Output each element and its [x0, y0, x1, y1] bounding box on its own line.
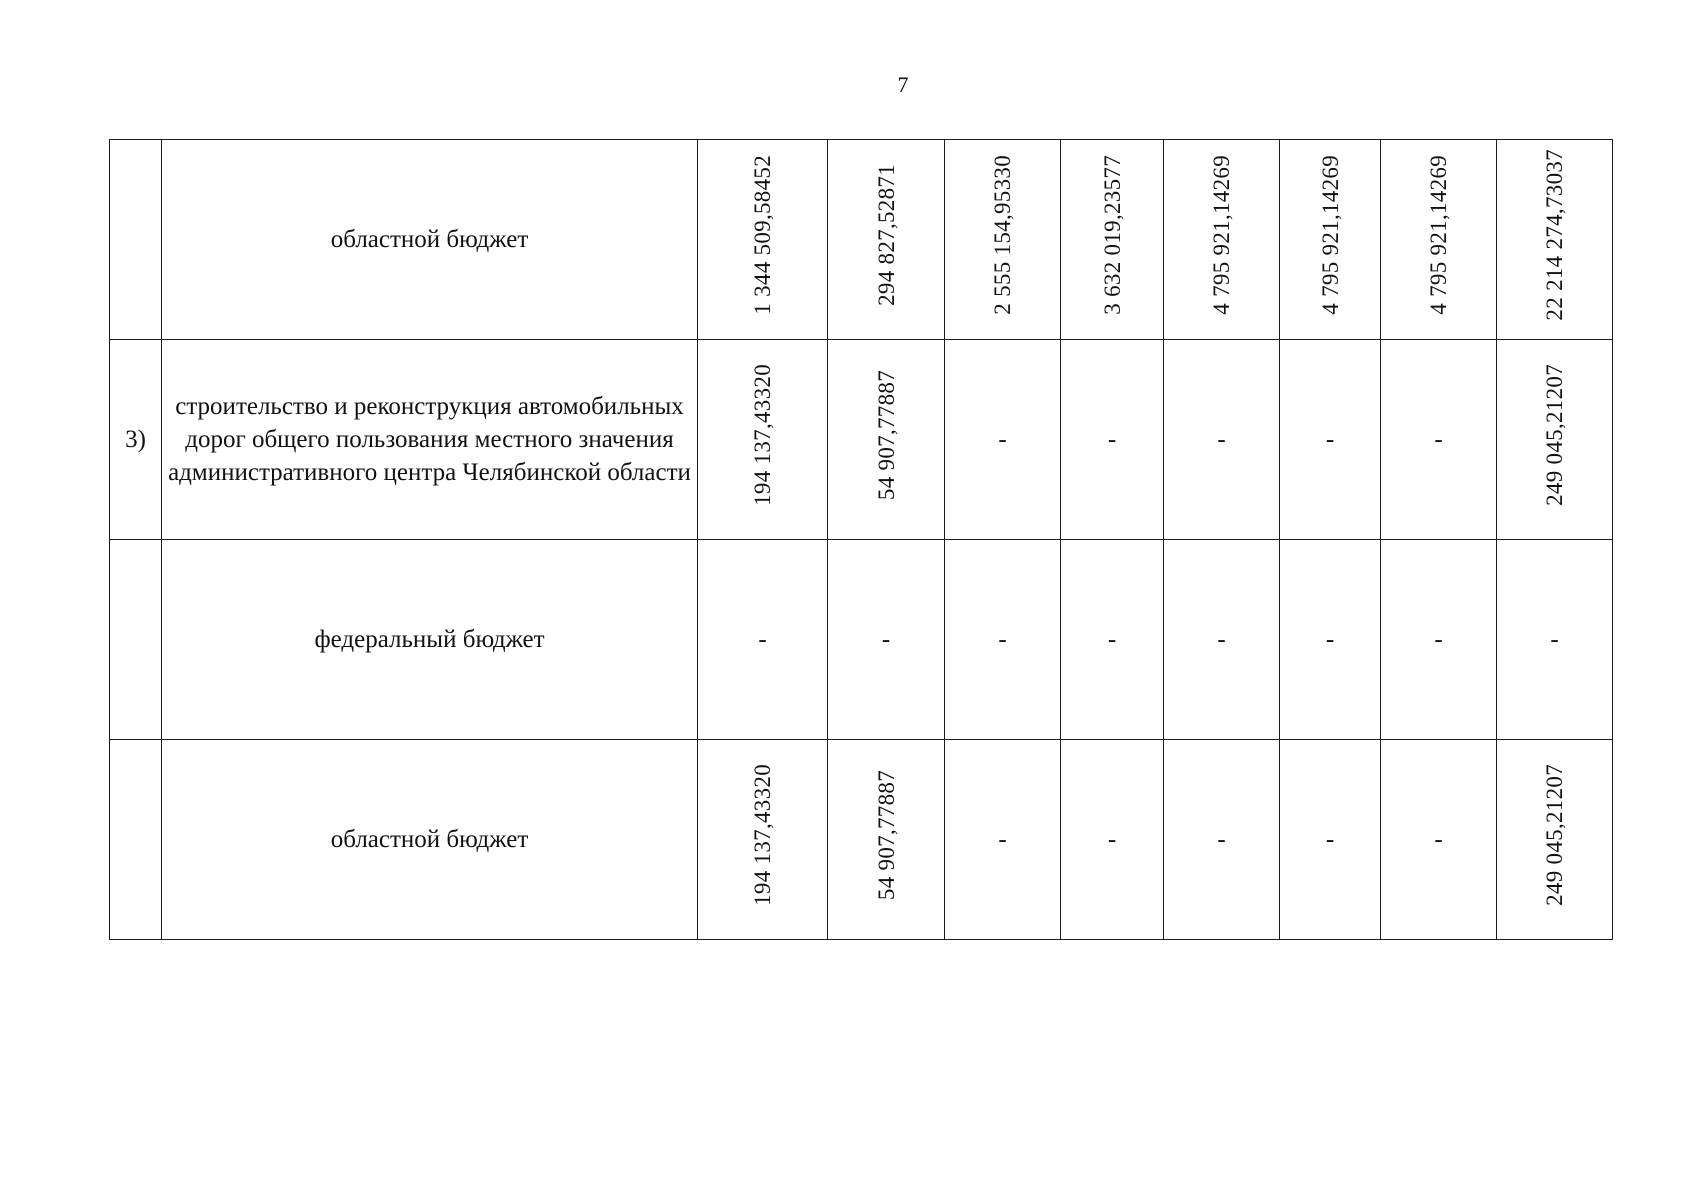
row-number-cell: [110, 540, 162, 740]
value-cell: [1061, 140, 1164, 340]
value-text: -: [1217, 626, 1226, 653]
value-text: -: [1325, 626, 1335, 653]
row-name-cell: областной бюджет: [162, 740, 698, 940]
value-cell: [698, 540, 828, 740]
value-text: 194 137,43320: [750, 764, 775, 906]
value-text: 54 907,77887: [873, 769, 899, 901]
value-text: -: [758, 626, 767, 653]
budget-table: [109, 139, 1613, 940]
value-text: 54 907,77887: [873, 369, 899, 501]
value-cell: [698, 140, 828, 340]
value-cell: [945, 540, 1061, 740]
value-cell: [1061, 740, 1164, 940]
value-text: 2 555 154,95330: [990, 155, 1015, 315]
value-cell: [945, 340, 1061, 540]
value-cell: [1497, 340, 1613, 540]
value-cell: [945, 140, 1061, 340]
value-cell: [1381, 540, 1497, 740]
value-text: -: [1217, 826, 1226, 853]
value-text: -: [1107, 426, 1117, 453]
table-row: [110, 140, 1613, 340]
row-name-cell: федеральный бюджет: [162, 540, 698, 740]
value-cell: [1280, 340, 1381, 540]
value-text: -: [1325, 426, 1335, 453]
value-text: 4 795 921,14269: [1426, 155, 1451, 315]
row-number-cell: 3): [110, 340, 162, 540]
value-cell: [1280, 140, 1381, 340]
value-text: -: [1550, 626, 1559, 653]
value-cell: [1497, 140, 1613, 340]
value-cell: [828, 540, 945, 740]
row-name-cell: областной бюджет: [162, 140, 698, 340]
value-text: -: [1434, 426, 1443, 453]
value-cell: [828, 740, 945, 940]
value-cell: [698, 740, 828, 940]
value-cell: [1164, 740, 1280, 940]
value-cell: [828, 140, 945, 340]
value-text: 249 045,21207: [1542, 364, 1567, 506]
value-text: -: [998, 426, 1007, 453]
value-cell: [1381, 740, 1497, 940]
value-text: -: [1107, 626, 1117, 653]
value-text: -: [1434, 626, 1443, 653]
value-text: -: [1325, 826, 1335, 853]
value-cell: [1497, 540, 1613, 740]
value-text: 3 632 019,23577: [1099, 155, 1125, 315]
value-text: -: [998, 826, 1007, 853]
table-row: [110, 540, 1613, 740]
value-cell: [1381, 140, 1497, 340]
value-text: -: [881, 626, 891, 653]
value-cell: [828, 340, 945, 540]
value-text: 22 214 274,73037: [1542, 149, 1567, 321]
value-cell: [1061, 540, 1164, 740]
value-text: -: [998, 626, 1007, 653]
value-text: 4 795 921,14269: [1317, 155, 1343, 315]
value-cell: [698, 340, 828, 540]
table-row: [110, 740, 1613, 940]
value-text: 249 045,21207: [1542, 764, 1567, 906]
value-text: -: [1217, 426, 1226, 453]
value-cell: [1497, 740, 1613, 940]
value-cell: [1280, 540, 1381, 740]
row-number-cell: [110, 140, 162, 340]
value-cell: [1164, 140, 1280, 340]
value-cell: [1280, 740, 1381, 940]
value-cell: [1164, 540, 1280, 740]
value-cell: [1164, 340, 1280, 540]
table-row: [110, 340, 1613, 540]
page-number: 7: [897, 72, 909, 97]
value-text: -: [1434, 826, 1443, 853]
value-cell: [945, 740, 1061, 940]
value-cell: [1061, 340, 1164, 540]
value-text: 4 795 921,14269: [1209, 155, 1234, 315]
row-number-cell: [110, 740, 162, 940]
value-cell: [1381, 340, 1497, 540]
value-text: 194 137,43320: [750, 364, 775, 506]
value-text: 1 344 509,58452: [750, 155, 775, 315]
value-text: -: [1107, 826, 1117, 853]
value-text: 294 827,52871: [873, 164, 899, 306]
row-name-cell: строительство и реконструкция автомобильных дорог общего пользования местного значения административного центра Челябинской области: [162, 340, 698, 540]
